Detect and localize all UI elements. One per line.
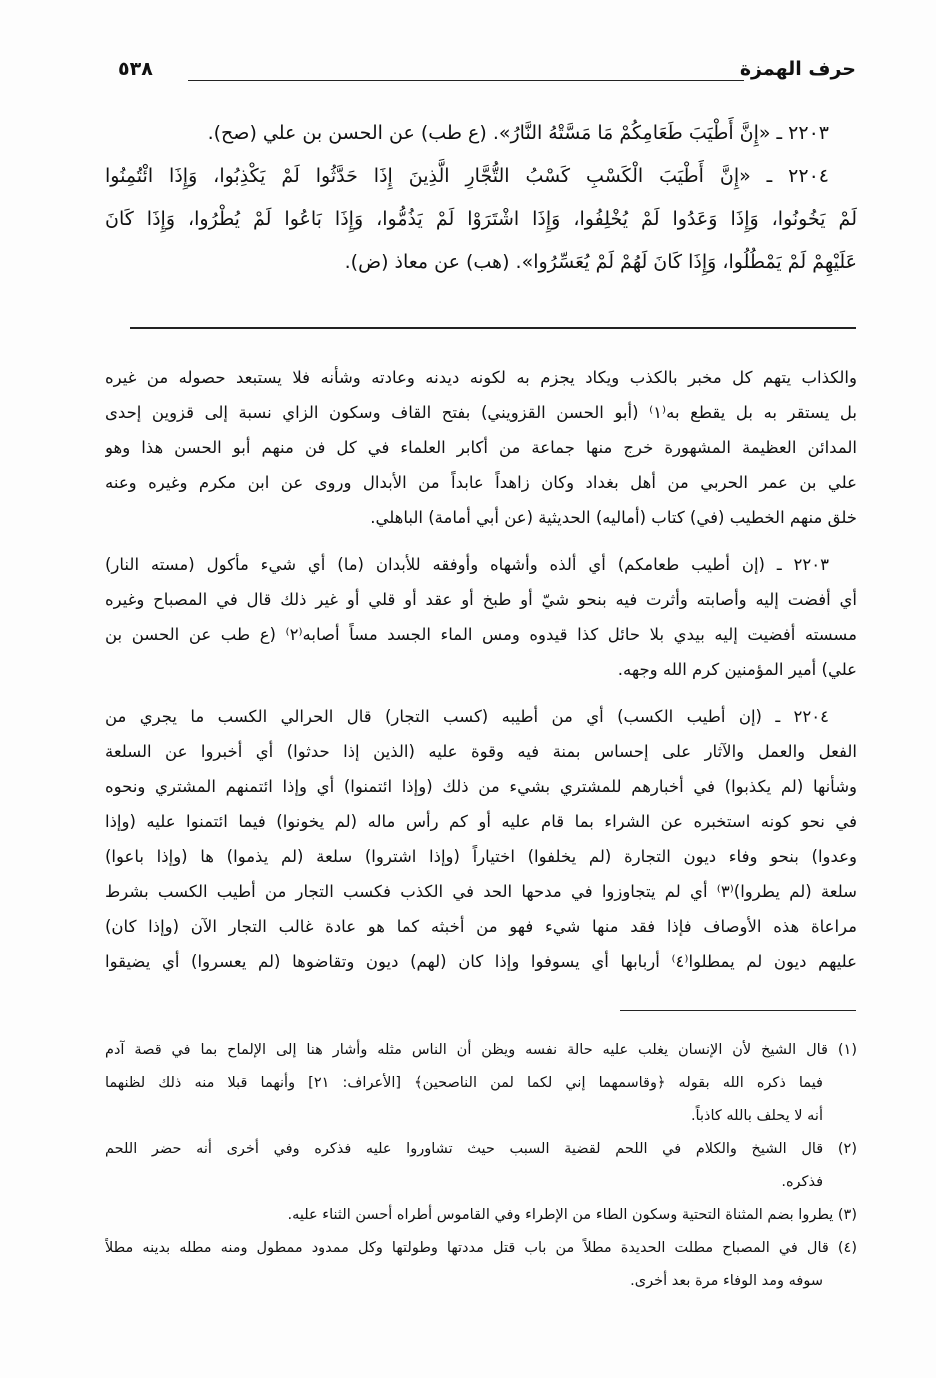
page-header xyxy=(118,58,856,88)
commentary-line: عليهم ديون لم يمطلوا⁽٤⁾ أربابها أي يسوفوا وإذا كان (لهم) ديون وتقاضوها (لم يعسروا) أي يضيقوا xyxy=(105,952,857,971)
footnote-line: فيما ذكره الله بقوله ﴿وقاسمهما إني لكما لمن الناصحين﴾ [الأعراف: ٢١] وأنهما قبلا منه ذلك لظنهما xyxy=(105,1075,823,1091)
header-rule xyxy=(188,80,744,81)
footnote-line: (١) قال الشيخ لأن الإنسان يغلب عليه حالة نفسه ويظن أن الناس مثله وأشار هنا إلى الإلماح بما في قصة آدم xyxy=(105,1042,857,1058)
hadith-text xyxy=(105,112,857,284)
footnote-line: (٣) يطروا بضم المثناة التحتية وسكون الطاء من الإطراء وفي القاموس أطراه أحسن الثناء عليه. xyxy=(287,1207,857,1223)
commentary-line: المدائن العظيمة المشهورة خرج منها جماعة من أكابر العلماء في كل فن منهم أبو الحسن هذا وهو xyxy=(105,438,857,457)
footnote-line: أنه لا يحلف بالله كاذباً. xyxy=(690,1108,823,1124)
footnotes xyxy=(105,1034,857,1298)
commentary-line: الفعل والعمل والآثار على إحساس بمنة فيه وقوة عليه (الذين إذا حدثوا) أي أخبروا عن السلعة xyxy=(105,742,857,761)
commentary-line: أي أفضت إليه وأصابته وأثرت فيه بنحو شيّ أو طبخ أو عقد أو قلي أو غير ذلك قال في المصباح وغيره xyxy=(105,590,857,609)
hadith-line: عَلَيْهِمْ لَمْ يَمْطُلُوا، وَإِذَا كَانَ لَهُمْ لَمْ يُعَسِّرُوا». (هب) عن معاذ (ض). xyxy=(344,251,857,273)
commentary-line: خلق منهم الخطيب (في) كتاب (أماليه) الحديثية (عن أبي أمامة) الباهلي. xyxy=(370,508,857,527)
page-number: ٥٣٨ xyxy=(118,58,153,80)
commentary-line: مراعاة هذه الأوصاف فإذا فقد منها شيء فهو من أخبثه كما هو عادة غالب التجار الآن (وإذا كان) xyxy=(105,917,857,936)
commentary-line: ٢٢٠٣ ـ (إن أطيب طعامكم) أي ألذه وأشهاه وأوفقه للأبدان (ما) أي شيء مأكول (مسته النار) xyxy=(105,555,829,574)
hadith-line: لَمْ يَخُونُوا، وَإِذَا وَعَدُوا لَمْ يُخْلِفُوا، وَإِذَا اشْتَرَوْا لَمْ يَذُمُّوا، وَإِذَا بَاعُوا لَمْ يُطْرُوا، وَإِذَا كَانَ xyxy=(105,208,857,230)
commentary-line: وعدوا) بنحو وفاء ديون التجارة (لم يخلفوا) اختياراً (وإذا اشتروا) سلعة (لم يذموا) ها (وإذا باعوا) xyxy=(105,847,857,866)
commentary-line: في نحو كونه استخبره عن الشراء بما قام عليه أو كم رأس ماله (لم يخونوا) فيما ائتمنوا عليه (وإذا xyxy=(105,812,857,831)
footnote-line: فذكره. xyxy=(781,1174,823,1190)
footnote-line: (٤) قال في المصباح مطلت الحديدة مطلاً من باب قتل مددتها وطولتها وكل ممدود ممطول ومنه مطله بدينه مطلاً xyxy=(105,1240,857,1256)
section-divider xyxy=(130,327,856,329)
footnote-divider xyxy=(620,1010,856,1011)
commentary-line: سلعة (لم يطروا)⁽٣⁾ أي لم يتجاوزوا في مدحها الحد في الكذب فكسب التجار من أطيب الكسب بشرط xyxy=(105,882,857,901)
footnote-line: (٢) قال الشيخ والكلام في اللحم لقضية السبب حيث تشاوروا عليه فذكره وفي أخرى أنه حضر اللحم xyxy=(105,1141,857,1157)
hadith-line: ٢٢٠٣ ـ «إِنَّ أَطْيَبَ طَعَامِكُمْ مَا مَسَّتْهُ النَّارُ». (ع طب) عن الحسن بن علي (صح). xyxy=(207,122,829,144)
commentary-line: مسسته أفضيت إليه بيدي بلا حائل كذا قيدوه ومس الماء الجسد مساً أصابه⁽٢⁾ (ع طب عن الحسن بن xyxy=(105,625,857,644)
commentary-line: علي) أمير المؤمنين كرم الله وجهه. xyxy=(617,660,857,679)
commentary-line: ٢٢٠٤ ـ (إن أطيب الكسب) أي من أطيبه (كسب التجار) قال الحرالي الكسب ما يجري من xyxy=(105,707,829,726)
chapter-title: حرف الهمزة xyxy=(739,58,856,80)
commentary-line: علي بن عمر الحربي من أهل بغداد وكان زاهداً عابداً من الأبدال وروى عن ابن مكرم وغيره وعنه xyxy=(105,473,857,492)
commentary-line: بل يستقر به بل يقطع به⁽١⁾ (أبو الحسن القزويني) بفتح القاف وسكون الزاي نسبة إلى قزوين إحدى xyxy=(105,403,857,422)
commentary xyxy=(105,360,857,979)
commentary-line: والكذاب يتهم كل مخبر بالكذب ويكاد يجزم به لكونه ديدنه وعادته وشأنه فلا يستبعد حصوله من غيره xyxy=(105,368,857,387)
commentary-line: وشأنها (لم يكذبوا) في أخبارهم للمشتري بشيء من ذلك (وإذا ائتمنوا) أي وإذا ائتمنهم المشتري ونحوه xyxy=(105,777,857,796)
hadith-line: ٢٢٠٤ ـ «إِنَّ أَطْيَبَ الْكَسْبِ كَسْبُ التُّجَّارِ الَّذِينَ إِذَا حَدَّثُوا لَمْ يَكْذِبُوا، وَإِذَا ائْتُمِنُوا xyxy=(105,165,829,187)
footnote-line: سوفه ومد الوفاء مرة بعد أخرى. xyxy=(630,1273,823,1289)
